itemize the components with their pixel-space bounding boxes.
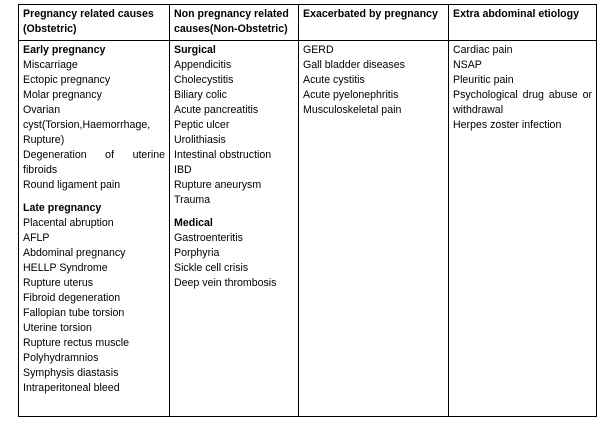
list-item: Ovarian cyst(Torsion,Haemorrhage, Rupture) (23, 104, 151, 146)
list-item: Rupture rectus muscle (23, 337, 129, 349)
list-item: HELLP Syndrome (23, 262, 108, 274)
medical-title: Medical (174, 217, 213, 229)
list-item: Rupture uterus (23, 277, 94, 289)
list-item: Deep vein thrombosis (174, 277, 277, 289)
list-item: Miscarriage (23, 59, 78, 71)
list-item: Biliary colic (174, 89, 227, 101)
list-item: Urolithiasis (174, 134, 226, 146)
cell-exacerbated (299, 41, 449, 417)
list-item: Round ligament pain (23, 179, 121, 191)
list-item: Acute pyelonephritis (303, 89, 399, 101)
list-item: Polyhydramnios (23, 352, 99, 364)
list-item: Placental abruption (23, 217, 114, 229)
list-item: Herpes zoster infection (453, 119, 562, 131)
cell-obstetric (19, 41, 170, 417)
list-item: Musculoskeletal pain (303, 104, 402, 116)
late-pregnancy-title: Late pregnancy (23, 202, 102, 214)
header-obstetric: Pregnancy related causes (Obstetric) (19, 5, 170, 41)
list-item: GERD (303, 44, 334, 56)
cell-non-obstetric (170, 41, 299, 417)
list-item: Degeneration of uterine fibroids (23, 149, 165, 176)
cell-extra-abdominal (449, 41, 597, 417)
list-item: Peptic ulcer (174, 119, 230, 131)
list-item: Rupture aneurysm (174, 179, 262, 191)
list-item: Trauma (174, 194, 211, 206)
list-item: IBD (174, 164, 192, 176)
list-item: Cholecystitis (174, 74, 234, 86)
header-exacerbated: Exacerbated by pregnancy (299, 5, 449, 41)
list-item: Pleuritic pain (453, 74, 514, 86)
list-item: Acute pancreatitis (174, 104, 259, 116)
list-item: Intraperitoneal bleed (23, 382, 120, 394)
list-item: Uterine torsion (23, 322, 92, 334)
list-item: Fallopian tube torsion (23, 307, 125, 319)
surgical-title: Surgical (174, 44, 216, 56)
list-item: AFLP (23, 232, 50, 244)
list-item: Psychological drug abuse or withdrawal (453, 89, 592, 116)
header-extra-abdominal: Extra abdominal etiology (449, 5, 597, 41)
list-item: Porphyria (174, 247, 220, 259)
list-item: Gall bladder diseases (303, 59, 405, 71)
list-item: Cardiac pain (453, 44, 513, 56)
list-item: Acute cystitis (303, 74, 365, 86)
list-item: Appendicitis (174, 59, 232, 71)
early-pregnancy-title: Early pregnancy (23, 44, 106, 56)
list-item: Gastroenteritis (174, 232, 243, 244)
list-item: Symphysis diastasis (23, 367, 119, 379)
group-spacer (23, 193, 165, 201)
list-item: Intestinal obstruction (174, 149, 272, 161)
header-non-obstetric: Non pregnancy related causes(Non-Obstetric) (170, 5, 299, 41)
list-item: NSAP (453, 59, 482, 71)
header-row (19, 5, 597, 41)
list-item: Fibroid degeneration (23, 292, 121, 304)
list-item: Sickle cell crisis (174, 262, 249, 274)
group-spacer (174, 208, 294, 216)
list-item: Ectopic pregnancy (23, 74, 111, 86)
content-row (19, 41, 597, 417)
list-item: Abdominal pregnancy (23, 247, 126, 259)
list-item: Molar pregnancy (23, 89, 102, 101)
causes-table (18, 4, 597, 417)
